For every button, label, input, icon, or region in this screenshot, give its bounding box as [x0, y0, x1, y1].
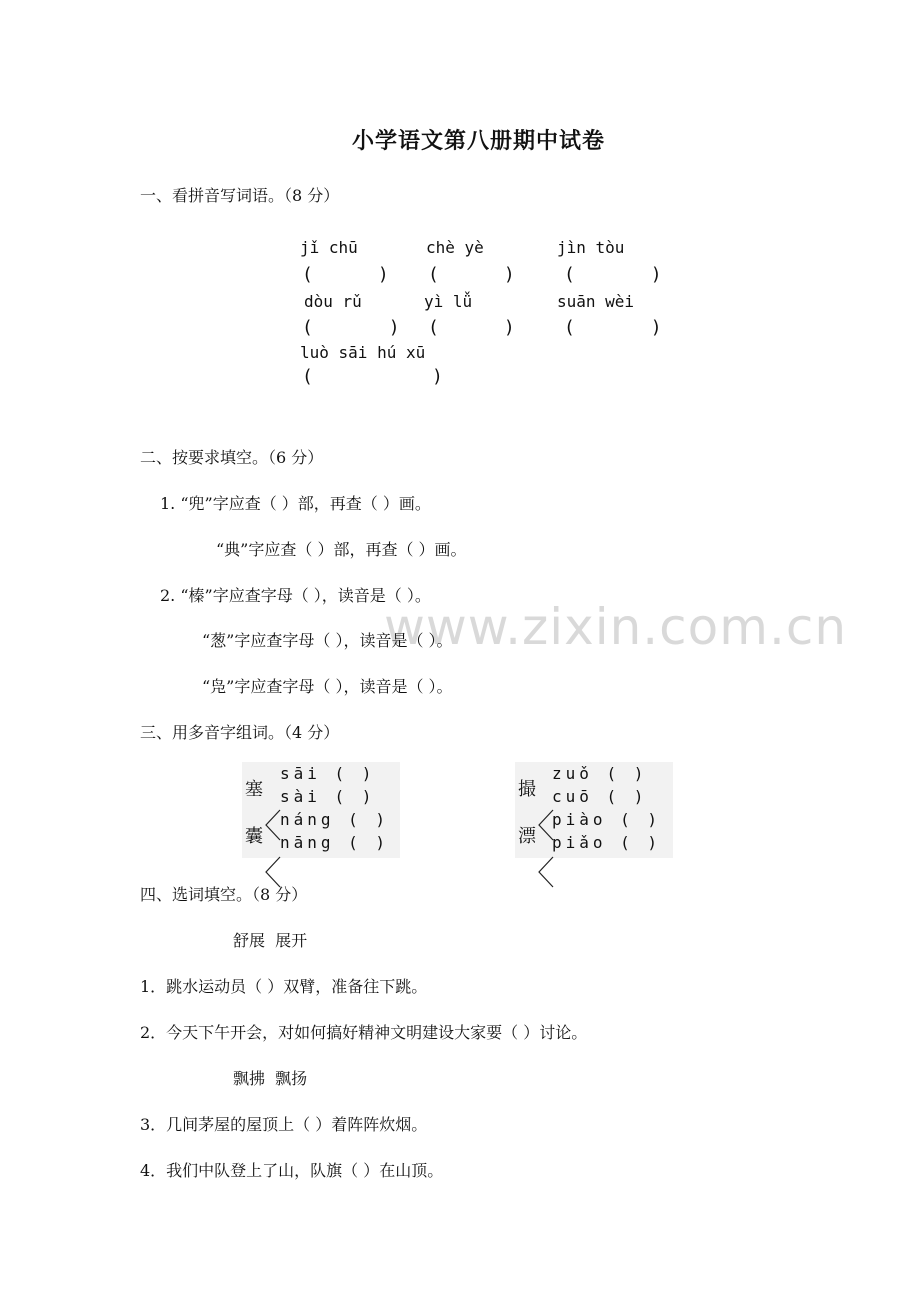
section1-heading: 一、看拼音写词语。（8 分） [140, 186, 340, 205]
polyphone-char-sai: 塞 [245, 779, 263, 800]
reading-sai-4: sài ( ) [280, 787, 376, 806]
section2-line-4: “葱”字应查字母（ ），读音是（ ）。 [202, 631, 453, 650]
polyphone-char-nang: 囊 [245, 826, 263, 847]
answer-blank-2[interactable]: ( ) [428, 264, 515, 285]
section3-heading: 三、用多音字组词。（4 分） [140, 723, 340, 742]
reading-piao-3: piǎo ( ) [552, 833, 662, 852]
question-2: 2．今天下午开会，对如何搞好精神文明建设大家要（ ）讨论。 [140, 1023, 588, 1042]
reading-piao-4: piào ( ) [552, 810, 662, 829]
pinyin-item-1: jǐ chū [300, 238, 358, 257]
word-options-1: 舒展 展开 [233, 931, 308, 950]
pinyin-item-2: chè yè [426, 238, 484, 257]
pinyin-item-5: yì lǚ [424, 292, 473, 311]
reading-cuo: cuō ( ) [552, 787, 648, 806]
polyphone-char-cuo: 撮 [518, 779, 536, 800]
section2-line-3: 2. “榛”字应查字母（ ），读音是（ ）。 [160, 586, 431, 605]
page-title: 小学语文第八册期中试卷 [352, 128, 606, 154]
question-1: 1．跳水运动员（ ）双臂，准备往下跳。 [140, 977, 428, 996]
section2-line-5: “凫”字应查字母（ ），读音是（ ）。 [202, 677, 453, 696]
section2-line-1: 1. “兜”字应查（ ）部，再查（ ）画。 [160, 494, 431, 513]
pinyin-item-4: dòu rǔ [304, 292, 362, 311]
answer-blank-6[interactable]: ( ) [564, 317, 662, 338]
reading-zuo: zuǒ ( ) [552, 764, 648, 783]
section2-heading: 二、按要求填空。（6 分） [140, 448, 324, 467]
question-4: 4．我们中队登上了山，队旗（ ）在山顶。 [140, 1161, 444, 1180]
answer-blank-7[interactable]: ( ) [302, 366, 443, 387]
answer-blank-4[interactable]: ( ) [302, 317, 400, 338]
polyphone-char-piao: 漂 [518, 826, 536, 847]
answer-blank-1[interactable]: ( ) [302, 264, 389, 285]
brace-icon [537, 817, 555, 908]
section4-heading: 四、选词填空。（8 分） [140, 885, 308, 904]
pinyin-item-3: jìn tòu [557, 238, 625, 257]
answer-blank-5[interactable]: ( ) [428, 317, 515, 338]
reading-sai-1: sāi ( ) [280, 764, 376, 783]
reading-nang-2: náng ( ) [280, 810, 390, 829]
watermark: www.zixin.com.cn [384, 598, 848, 656]
question-3: 3．几间茅屋的屋顶上（ ）着阵阵炊烟。 [140, 1115, 428, 1134]
pinyin-item-7: luò sāi hú xū [300, 343, 426, 362]
reading-nang-1: nāng ( ) [280, 833, 390, 852]
section2-line-2: “典”字应查（ ）部，再查（ ）画。 [216, 540, 467, 559]
word-options-2: 飘拂 飘扬 [233, 1069, 308, 1088]
answer-blank-3[interactable]: ( ) [564, 264, 662, 285]
pinyin-item-6: suān wèi [557, 292, 635, 311]
